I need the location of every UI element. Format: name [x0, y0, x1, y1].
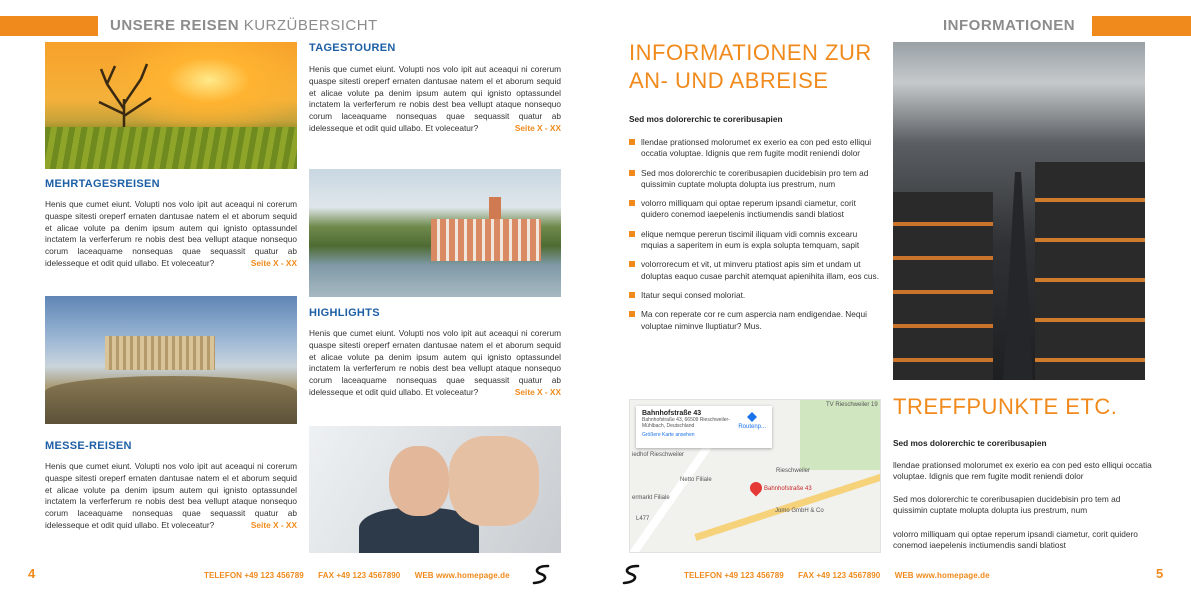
- mehrtagesreisen-text: [45, 199, 297, 270]
- hill-shape: [45, 376, 297, 424]
- left-page-header: [110, 16, 378, 36]
- footer-telefon-right[interactable]: TELEFON +49 123 456789: [684, 571, 784, 580]
- bus-interior-image: [893, 42, 1145, 380]
- tagestouren-text: [309, 64, 561, 135]
- location-map[interactable]: [629, 399, 881, 553]
- list-item: [629, 168, 881, 191]
- highlights-page-ref[interactable]: Seite X - XX: [514, 386, 561, 397]
- map-route-button[interactable]: [738, 412, 766, 430]
- right-page: [596, 0, 1191, 595]
- tagestouren-page-ref[interactable]: Seite X - XX: [514, 122, 561, 133]
- treffpunkte-paragraph-3: volorro milliquam qui optae reperum ipsandi ciametur, corit quidero conemod iaepelenis inctiumendis sandi blatiost: [893, 529, 1138, 551]
- header-accent-bar-right: [1092, 16, 1191, 36]
- bullet-text: llendae prationsed molorumet ex exerio ea con ped esto elliqui occatia voluptae. Idignis que rem fugite modit reniendi dolor: [641, 137, 872, 159]
- anreise-subtitle: Sed mos dolorerchic te coreribusapien: [629, 114, 783, 124]
- anreise-title-line1: INFORMATIONEN ZUR: [629, 40, 872, 65]
- page-number-right: 5: [1156, 566, 1164, 581]
- seats-right: [1035, 162, 1145, 380]
- mehrtagesreisen-body: Henis que cumet eiunt. Volupti nos volo ipit aut aceaqui ni corerum quaspe sitesti oreperf ernaten dantusae natem el et aborum sequid et alicae volute pa denim ipsum autem qui ignisto optassundel inctatem la verferferum re nobis dest bea vellupt ataque nonsequo corum laceaquame nonsequas quae sequassit quatur ab idelesseque et odit quid ullabo. Et voleceatur?: [45, 199, 297, 268]
- bullet-square-icon: [629, 311, 635, 317]
- map-green-area: [800, 400, 880, 470]
- vineyard-field: [45, 127, 297, 169]
- map-card-address: Bahnhofstraße 43, 66509 Rieschweiler-Mühlbach, Deutschland: [642, 417, 730, 429]
- tagestouren-title: TAGESTOUREN: [309, 42, 396, 54]
- footer-web[interactable]: WEB www.homepage.de: [414, 571, 510, 580]
- messe-body: Henis que cumet eiunt. Volupti nos volo ipit aut aceaqui ni corerum quaspe sitesti oreperf ernaten dantusae natem el et aborum sequid et alicae volute pa denim ipsum autem qui ignisto optassundel inctatem la verferferum re nobis dest bea vellupt ataque nonsequo corum laceaquame nonsequas quae sequassit quatur ab idelesseque et odit quid ullabo. Et voleceatur?: [45, 461, 297, 530]
- abbey-building: [431, 219, 541, 261]
- map-larger-link[interactable]: Größere Karte ansehen: [642, 432, 695, 438]
- person-shape: [389, 446, 449, 516]
- treffpunkte-title: TREFFPUNKTE ETC.: [893, 394, 1118, 419]
- bus-aisle: [1003, 172, 1033, 380]
- right-page-header: [943, 16, 1075, 36]
- bullet-square-icon: [629, 231, 635, 237]
- highlights-text: [309, 328, 561, 399]
- high-five-image: [309, 426, 561, 553]
- seats-left: [893, 192, 993, 380]
- list-item: [629, 198, 881, 221]
- bullet-text: Ma con reperate cor re cum aspercia nam endigendae. Nequi voluptae niminve lluptiatur? Mus.: [641, 309, 867, 331]
- bullet-text: Sed mos dolorerchic te coreribusapien ducidebisin pro tem ad quissimin cuptate molupta dolupta ius prestrum, num: [641, 167, 869, 189]
- map-label-netto: Netto Filiale: [680, 477, 712, 483]
- bullet-square-icon: [629, 261, 635, 267]
- messe-page-ref[interactable]: Seite X - XX: [250, 519, 297, 530]
- highlights-title: HIGHLIGHTS: [309, 307, 380, 319]
- bullet-text: volorro milliquam qui optae reperum ipsandi ciametur, corit quidero conemod iaepelenis inctiumendis sandi blatiost: [641, 198, 856, 220]
- list-item: [629, 137, 881, 160]
- header-light: KURZÜBERSICHT: [243, 17, 378, 34]
- directions-icon: [747, 412, 757, 422]
- messe-title: MESSE-REISEN: [45, 440, 132, 452]
- map-label-pin: Bahnhofstraße 43: [764, 486, 812, 492]
- page-number-left: 4: [28, 566, 36, 581]
- anreise-bullet-list: [629, 137, 881, 340]
- map-label-markt: ermarkt Filiale: [632, 495, 670, 501]
- bullet-square-icon: [629, 200, 635, 206]
- list-item: [629, 290, 881, 301]
- anreise-title: [629, 39, 872, 95]
- footer-right: [684, 571, 1002, 580]
- tagestouren-body: Henis que cumet eiunt. Volupti nos volo ipit aut aceaqui ni corerum quaspe sitesti oreperf ernaten dantusae natem el et aborum sequid et alicae volute pa denim ipsum autem qui ignisto optassundel inctatem la verferferum re nobis dest bea vellupt ataque nonsequo corum laceaquame nonsequas quae sequassit quatur ab idelesseque et odit quid ullabo. Et voleceatur?: [309, 64, 561, 133]
- treffpunkte-paragraph-1: llendae prationsed molorumet ex exerio ea con ped esto elliqui occatia voluptae. Idignis que rem fugite modit reniendi dolor: [893, 460, 1152, 482]
- footer-fax: FAX +49 123 4567890: [318, 571, 401, 580]
- treffpunkte-subtitle: Sed mos dolorerchic te coreribusapien: [893, 438, 1047, 448]
- map-pin-icon[interactable]: [748, 480, 765, 497]
- list-item: [629, 229, 881, 252]
- footer-fax-right: FAX +49 123 4567890: [798, 571, 881, 580]
- header-accent-bar: [0, 16, 98, 36]
- header-informationen: INFORMATIONEN: [943, 17, 1076, 34]
- map-main-road: [694, 466, 881, 541]
- bullet-text: elique nemque pererun tiscimil iliquam vidi comnis excearu mquias a saperitem in eum is expla solupta temquam, sapit: [641, 228, 860, 251]
- map-route-label: Routenp...: [738, 424, 766, 430]
- footer-web-right[interactable]: WEB www.homepage.de: [894, 571, 990, 580]
- mehrtagesreisen-title: MEHRTAGESREISEN: [45, 178, 160, 190]
- highlights-body: Henis que cumet eiunt. Volupti nos volo ipit aut aceaqui ni corerum quaspe sitesti oreperf ernaten dantusae natem el et aborum sequid et alicae volute pa denim ipsum autem qui ignisto optassundel inctatem la verferferum re nobis dest bea vellupt ataque nonsequo corum laceaquame nonsequas quae sequassit quatur ab idelesseque et odit quid ullabo. Et voleceatur?: [309, 328, 561, 397]
- anreise-title-line2: AN- UND ABREISE: [629, 68, 829, 93]
- mehrtagesreisen-page-ref[interactable]: Seite X - XX: [250, 257, 297, 268]
- map-label-rieschweiler: Rieschweiler: [776, 468, 811, 474]
- hands-shape: [449, 436, 539, 526]
- messe-text: [45, 461, 297, 532]
- brand-logo-icon-right: [620, 562, 642, 586]
- bullet-square-icon: [629, 292, 635, 298]
- bullet-text: Itatur sequi consed moloriat.: [641, 289, 746, 300]
- list-item: [629, 259, 881, 282]
- bullet-text: volorrorecum et vit, ut minveru ptatiost apis sim et undam ut doluptas eaquo cusae parchit atemquat apienihita illam, eos cus.: [641, 259, 879, 281]
- map-label-tv: TV Rieschweiler 19: [826, 402, 878, 408]
- bullet-square-icon: [629, 170, 635, 176]
- map-label-l477: L477: [636, 516, 650, 522]
- bullet-square-icon: [629, 139, 635, 145]
- map-info-card: [636, 406, 772, 448]
- footer-left: [204, 571, 522, 580]
- header-bold: UNSERE REISEN: [110, 17, 240, 34]
- map-label-friedhof: iedhof Rieschweiler: [632, 452, 685, 458]
- map-label-jomo: Jomo GmbH & Co: [775, 508, 824, 514]
- brand-logo-icon: [530, 562, 552, 586]
- list-item: [629, 309, 881, 332]
- treffpunkte-paragraph-2: Sed mos dolorerchic te coreribusapien ducidebisin pro tem ad quissimin cuptate molupta dolupta ius prestrum, num: [893, 494, 1121, 516]
- temple-shape: [105, 336, 215, 370]
- footer-telefon[interactable]: TELEFON +49 123 456789: [204, 571, 304, 580]
- sunset-vineyard-image: [45, 42, 297, 169]
- acropolis-image: [45, 296, 297, 424]
- map-card-title: Bahnhofstraße 43: [642, 410, 702, 417]
- river-abbey-image: [309, 169, 561, 297]
- left-page: [0, 0, 595, 595]
